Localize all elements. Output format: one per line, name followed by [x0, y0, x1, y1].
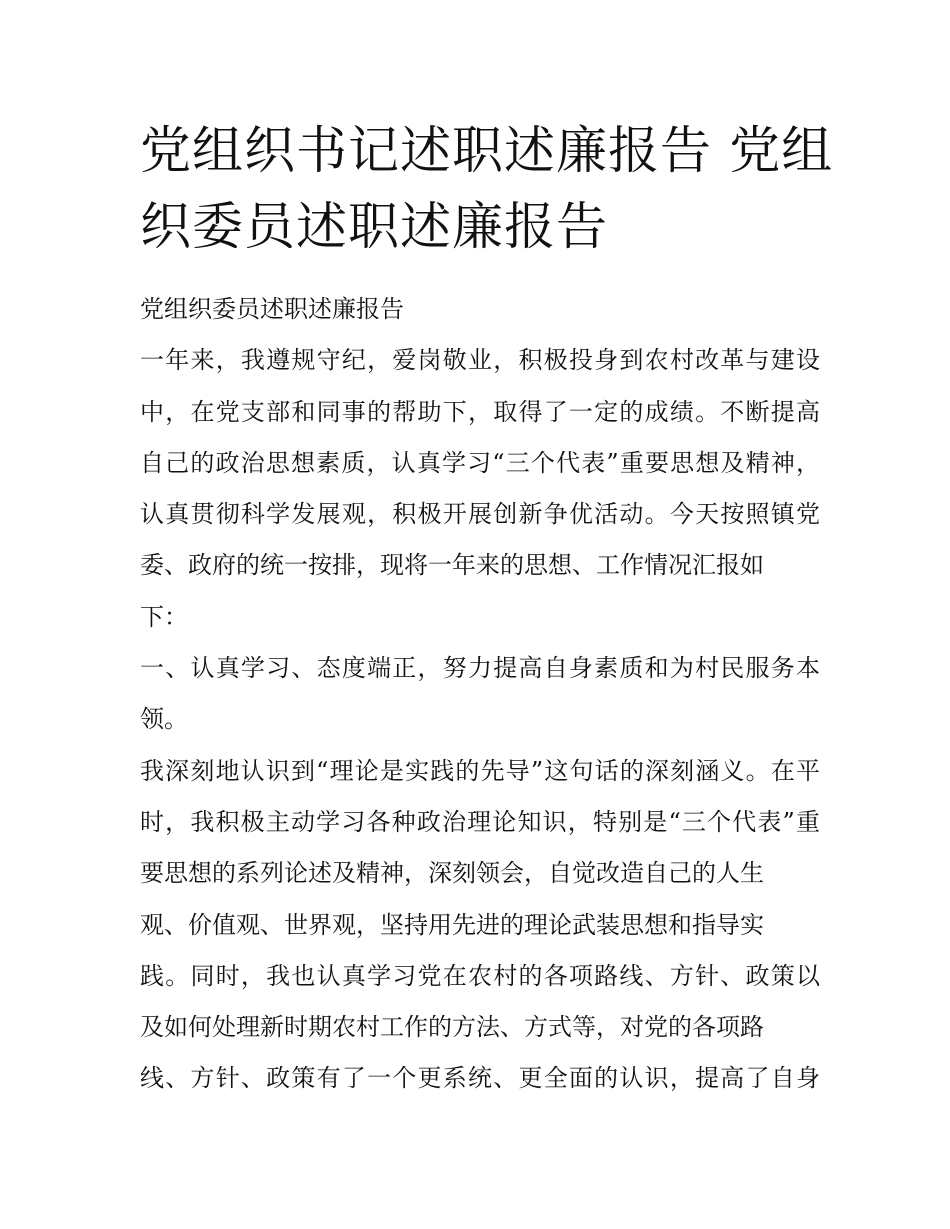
paragraph-line: 观、价值观、世界观，坚持用先进的理论武装思想和指导实 — [140, 910, 764, 939]
paragraph-line: 线、方针、政策有了一个更系统、更全面的认识，提高了自身 — [140, 1064, 820, 1093]
document-body — [140, 284, 820, 1105]
paragraph-line: 委、政府的统一按排，现将一年来的思想、工作情况汇报如 — [140, 551, 764, 580]
paragraph-line: 下： — [140, 602, 188, 631]
section-heading-line: 一、认真学习、态度端正，努力提高自身素质和为村民服务本 — [140, 654, 820, 683]
paragraph-line: 中，在党支部和同事的帮助下，取得了一定的成绩。不断提高 — [140, 397, 820, 426]
paragraph-line: 认真贯彻科学发展观，积极开展创新争优活动。今天按照镇党 — [140, 500, 820, 529]
paragraph-line: 践。同时，我也认真学习党在农村的各项路线、方针、政策以 — [140, 961, 820, 990]
document-title — [140, 114, 834, 266]
subtitle-line: 党组织委员述职述廉报告 — [140, 295, 404, 323]
title-line: 织委员述职述廉报告 — [140, 198, 609, 257]
paragraph-line: 自己的政治思想素质，认真学习“三个代表”重要思想及精神， — [140, 448, 820, 477]
paragraph-line: 时，我积极主动学习各种政治理论知识，特别是“三个代表”重 — [140, 807, 820, 836]
title-line: 党组织书记述职述廉报告 党组 — [140, 122, 834, 181]
paragraph-line: 及如何处理新时期农村工作的方法、方式等，对党的各项路 — [140, 1013, 764, 1042]
paragraph-line: 一年来，我遵规守纪，爱岗敬业，积极投身到农村改革与建设 — [140, 346, 820, 375]
paragraph-line: 要思想的系列论述及精神，深刻领会，自觉改造自己的人生 — [140, 859, 764, 888]
paragraph-line: 我深刻地认识到“理论是实践的先导”这句话的深刻涵义。在平 — [140, 756, 820, 785]
section-heading-line: 领。 — [140, 705, 188, 734]
